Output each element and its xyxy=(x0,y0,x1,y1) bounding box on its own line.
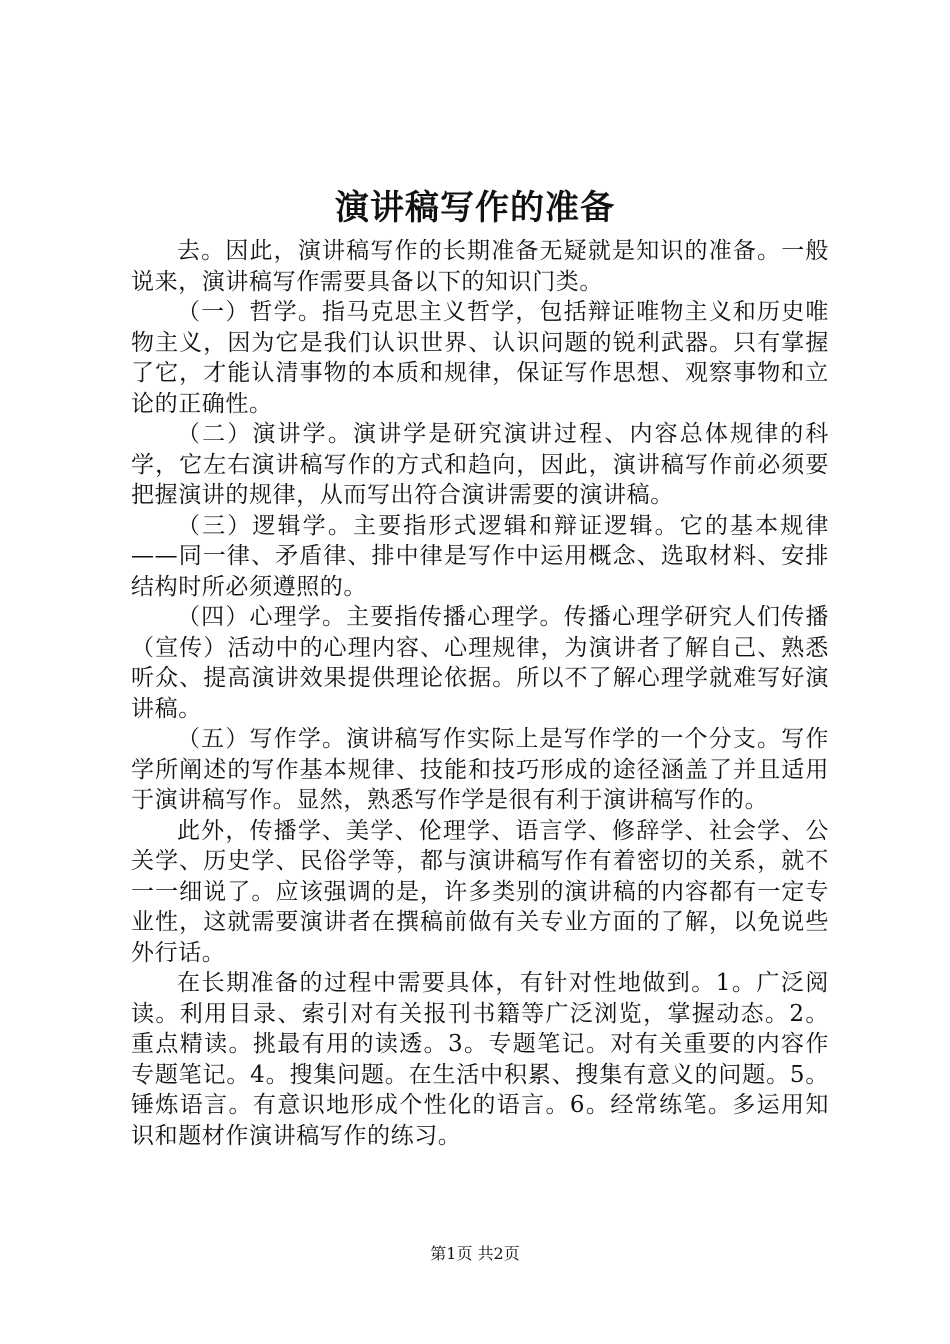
paragraph-speech-studies: （二）演讲学。演讲学是研究演讲过程、内容总体规律的科学，它左右演讲稿写作的方式和趋向，因此，演讲稿写作前必须要把握演讲的规律，从而写出符合演讲需要的演讲稿。 xyxy=(131,421,829,508)
document-title: 演讲稿写作的准备 xyxy=(335,188,615,228)
paragraph-psychology: （四）心理学。主要指传播心理学。传播心理学研究人们传播（宣传）活动中的心理内容、心理规律，为演讲者了解自己、熟悉听众、提高演讲效果提供理论依据。所以不了解心理学就难写好演讲稿。 xyxy=(131,604,829,722)
paragraph-other-disciplines: 此外，传播学、美学、伦理学、语言学、修辞学、社会学、公关学、历史学、民俗学等，都与演讲稿写作有着密切的关系，就不一一细说了。应该强调的是，许多类别的演讲稿的内容都有一定专业性，这就需要演讲者在撰稿前做有关专业方面的了解，以免说些外行话。 xyxy=(131,817,829,966)
paragraph-philosophy: （一）哲学。指马克思主义哲学，包括辩证唯物主义和历史唯物主义，因为它是我们认识世界、认识问题的锐利武器。只有掌握了它，才能认清事物的本质和规律，保证写作思想、观察事物和立论的正确性。 xyxy=(131,299,829,417)
paragraph-writing-studies: （五）写作学。演讲稿写作实际上是写作学的一个分支。写作学所阐述的写作基本规律、技能和技巧形成的途径涵盖了并且适用于演讲稿写作。显然，熟悉写作学是很有利于演讲稿写作的。 xyxy=(131,726,829,813)
paragraph-intro: 去。因此，演讲稿写作的长期准备无疑就是知识的准备。一般说来，演讲稿写作需要具备以下的知识门类。 xyxy=(131,238,829,295)
paragraph-logic: （三）逻辑学。主要指形式逻辑和辩证逻辑。它的基本规律——同一律、矛盾律、排中律是写作中运用概念、选取材料、安排结构时所必须遵照的。 xyxy=(131,512,829,600)
document-body xyxy=(131,236,829,1151)
paragraph-long-term-preparation: 在长期准备的过程中需要具体，有针对性地做到。1。广泛阅读。利用目录、索引对有关报刊书籍等广泛浏览，掌握动态。2。重点精读。挑最有用的读透。3。专题笔记。对有关重要的内容作专题笔记。4。搜集问题。在生活中积累、搜集有意义的问题。5。锤炼语言。有意识地形成个性化的语言。6。经常练笔。多运用知识和题材作演讲稿写作的练习。 xyxy=(131,970,829,1149)
page-number-footer: 第1页 共2页 xyxy=(430,1244,520,1263)
